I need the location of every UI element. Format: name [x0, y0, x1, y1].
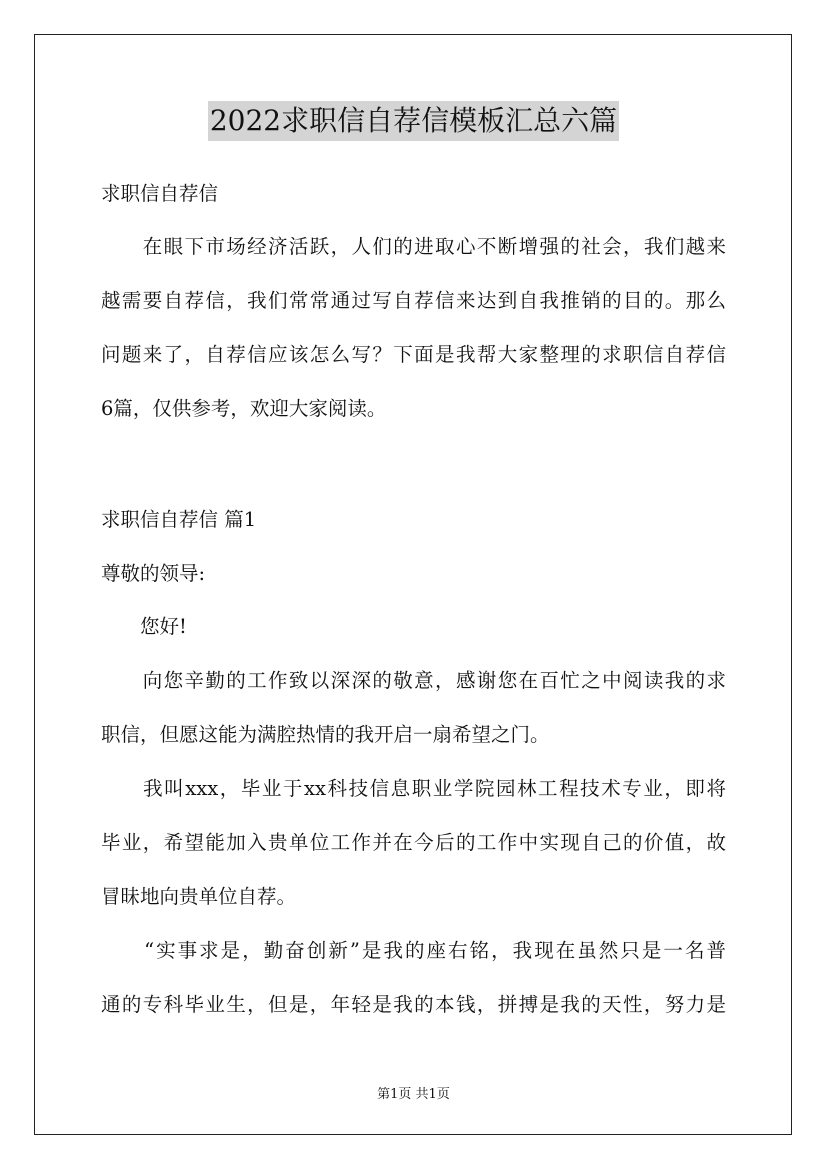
- paragraph-line: 通的专科毕业生，但是，年轻是我的本钱，拼搏是我的天性，努力是: [101, 993, 726, 1016]
- intro-line: 6篇，仅供参考，欢迎大家阅读。: [101, 397, 387, 420]
- page-footer: 第1页 共1页: [377, 1087, 450, 1102]
- greeting: 您好!: [101, 615, 187, 638]
- section-heading: 求职信自荐信: [101, 182, 219, 205]
- article-heading: 求职信自荐信 篇1: [101, 508, 257, 531]
- intro-line: 越需要自荐信，我们常常通过写自荐信来达到自我推销的目的。那么: [101, 289, 726, 312]
- salutation: 尊敬的领导:: [101, 562, 206, 585]
- paragraph-line: “实事求是，勤奋创新”是我的座右铭，我现在虽然只是一名普: [101, 939, 726, 962]
- document-title: 2022求职信自荐信模板汇总六篇: [208, 101, 619, 141]
- intro-line: 在眼下市场经济活跃，人们的进取心不断增强的社会，我们越来: [101, 235, 726, 258]
- paragraph-line: 向您辛勤的工作致以深深的敬意，感谢您在百忙之中阅读我的求: [101, 669, 726, 692]
- title-container: [0, 101, 827, 141]
- paragraph-line: 毕业，希望能加入贵单位工作并在今后的工作中实现自己的价值，故: [101, 831, 726, 854]
- intro-line: 问题来了，自荐信应该怎么写？下面是我帮大家整理的求职信自荐信: [101, 343, 726, 366]
- paragraph-line: 职信，但愿这能为满腔热情的我开启一扇希望之门。: [101, 723, 550, 746]
- paragraph-line: 冒昧地向贵单位自荐。: [101, 885, 297, 908]
- paragraph-line: 我叫xxx，毕业于xx科技信息职业学院园林工程技术专业，即将: [101, 777, 726, 800]
